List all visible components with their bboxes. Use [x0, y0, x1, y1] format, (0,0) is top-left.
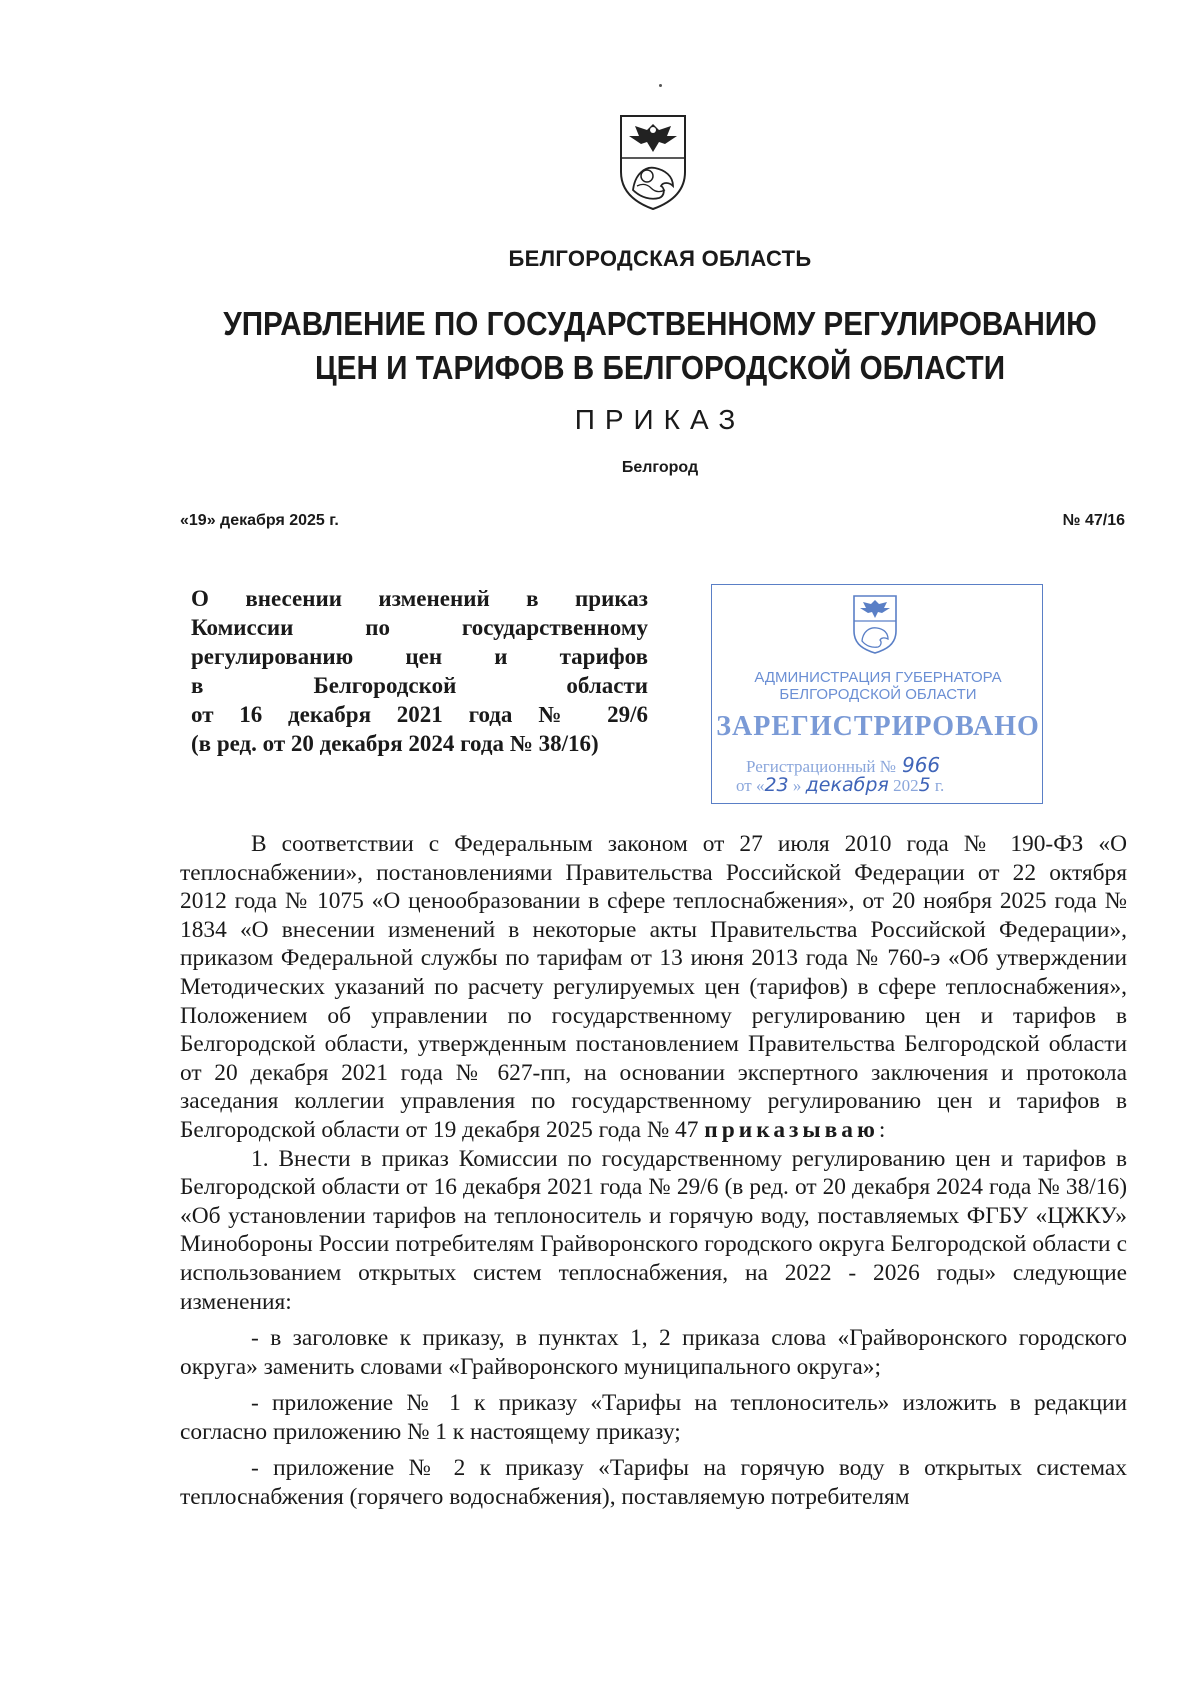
- stamp-reg-label: Регистрационный №: [746, 757, 896, 776]
- preamble-paragraph: [180, 830, 1127, 1145]
- agency-title-line-1: УПРАВЛЕНИЕ ПО ГОСУДАРСТВЕННОМУ РЕГУЛИРОВАНИЮ: [223, 305, 1097, 342]
- order-word: приказываю: [704, 1116, 879, 1143]
- stamp-status: ЗАРЕГИСТРИРОВАНО: [716, 711, 1040, 742]
- stamp-date-year-prefix: 202: [893, 776, 919, 795]
- coat-of-arms-icon: [617, 112, 689, 212]
- registration-stamp: [711, 584, 1043, 804]
- document-date: «19» декабря 2025 г.: [180, 512, 339, 529]
- scan-dot: [659, 84, 662, 87]
- document-type: ПРИКАЗ: [574, 404, 746, 435]
- subject-line-4: в Белгородской области: [191, 673, 648, 698]
- subject-line-5: от 16 декабря 2021 года № 29/6: [191, 702, 648, 727]
- order-colon: :: [878, 1116, 886, 1143]
- city: Белгород: [621, 459, 699, 476]
- subject-line-3: регулированию цен и тарифов: [191, 644, 648, 669]
- stamp-org-line-1: АДМИНИСТРАЦИЯ ГУБЕРНАТОРА: [754, 669, 1002, 686]
- stamp-date-month: декабря: [805, 774, 889, 796]
- stamp-date-prefix: от «: [736, 776, 765, 795]
- document-subject: [191, 584, 648, 758]
- stamp-date-separator: »: [792, 776, 802, 795]
- change-item-1: - в заголовке к приказу, в пунктах 1, 2 приказа слова «Грайворонского городского округа» заменить словами «Грайворонского муниципального округа»;: [180, 1325, 1127, 1380]
- preamble-text: В соответствии с Федеральным законом от 27 июля 2010 года № 190-ФЗ «О теплоснабжении», постановлениями Правительства Российской Федерации от 22 октября 2012 года № 1075 «О ценообразовании в сфере теплоснабжения», от 20 ноября 2025 года № 1834 «О внесении изменений в некоторые акты Правительства Российской Федерации», приказом Федеральной службы по тарифам от 13 июня 2013 года № 760-э «Об утверждении Методических указаний по расчету регулируемых цен (тарифов) в сфере теплоснабжения», Положением об управлении по государственному регулированию цен и тарифов в Белгородской области, утвержденным постановлением Правительства Белгородской области от 20 декабря 2021 года № 627-пп, на основании экспертного заключения и протокола заседания коллегии управления по государственному регулированию цен и тарифов в Белгородской области от 19 декабря 2025 года № 47: [180, 831, 1127, 1143]
- document-number: № 47/16: [1062, 512, 1125, 529]
- subject-line-2: Комиссии по государственному: [191, 615, 648, 640]
- stamp-org-line-2: БЕЛГОРОДСКОЙ ОБЛАСТИ: [779, 686, 977, 703]
- subject-line-1: О внесении изменений в приказ: [191, 586, 648, 611]
- stamp-date-suffix: г.: [934, 776, 945, 795]
- subject-line-6: (в ред. от 20 декабря 2024 года № 38/16): [191, 731, 599, 756]
- document-body: [180, 830, 1127, 1512]
- stamp-date-year-digit: 5: [918, 774, 931, 796]
- stamp-date-day: 23: [764, 774, 789, 796]
- stamp-reg-number-handwritten: 966: [901, 753, 941, 777]
- change-item-3: - приложение № 2 к приказу «Тарифы на горячую воду в открытых системах теплоснабжения (горячего водоснабжения), поставляемую потребителям: [180, 1455, 1127, 1511]
- agency-title: [66, 302, 1200, 390]
- stamp-registration-date: [736, 774, 944, 796]
- item-1-paragraph: 1. Внести в приказ Комиссии по государственному регулированию цен и тарифов в Белгородской области от 16 декабря 2021 года № 29/6 (в ред. от 20 декабря 2024 года № 38/16) «Об установлении тарифов на теплоноситель и горячую воду, поставляемых ФГБУ «ЦЖКУ» Минобороны России потребителям Грайворонского городского округа Белгородской области с использованием открытых систем теплоснабжения, на 2022 - 2026 годы» следующие изменения:: [180, 1145, 1127, 1315]
- agency-title-line-2: ЦЕН И ТАРИФОВ В БЕЛГОРОДСКОЙ ОБЛАСТИ: [314, 349, 1006, 386]
- region-title: БЕЛГОРОДСКАЯ ОБЛАСТЬ: [508, 246, 812, 271]
- stamp-coat-of-arms-icon: [851, 593, 899, 655]
- change-item-2: - приложение № 1 к приказу «Тарифы на теплоноситель» изложить в редакции согласно приложению № 1 к настоящему приказу;: [180, 1390, 1127, 1445]
